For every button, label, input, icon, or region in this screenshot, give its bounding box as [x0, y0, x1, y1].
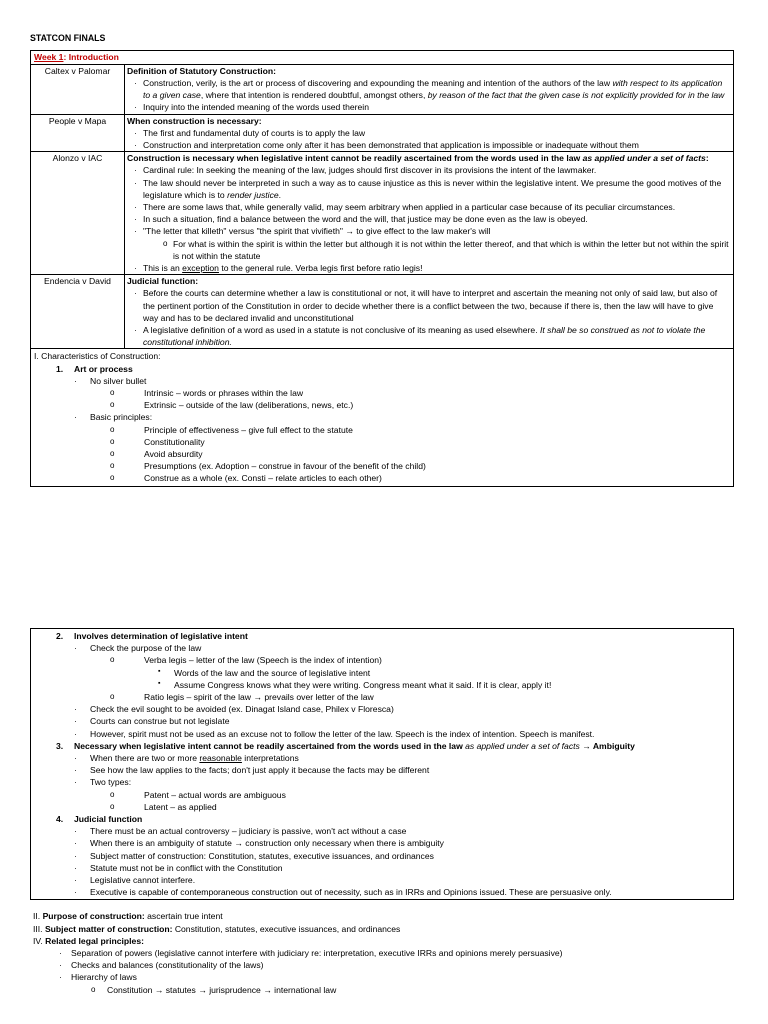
list-item: ▪ Words of the law and the source of legislative intent [34, 667, 730, 679]
related-principles-line: IV. Related legal principles: [33, 935, 144, 946]
list-item: · When there is an ambiguity of statute → construction only necessary when there is ambiguity [34, 837, 730, 849]
list-item: · This is an exception to the general rule. Verba legis first before ratio legis! [127, 262, 731, 274]
list-item: · Construction and interpretation come only after it has been demonstrated that application is impossible or inadequate without them [127, 139, 731, 151]
characteristics-continued: 2. Involves determination of legislative intent · Check the purpose of the law o Verba legis – letter of the law (Speech is the index of intention) ▪ Words of the law and the source of legislative intent ▪ Assume Congress knows what they were writing. Congress meant what it said. If it is clear, apply it! o Ratio legis – spirit of the law → prevails over letter of the law · Check the evil sought to be avoided (ex. Dinagat Island case, Philex v Floresca) · Courts can construe but not legislate · However, spirit must not be used as an excuse not to follow the letter of the law. Speech is the index of intention. Speech is manifest. 3. Necessary when legislative intent cannot be readily ascertained from the words used in the law as applied under a set of facts → Ambiguity · When there are two or more reasonable interpretations · See how the law applies to the facts; don't just apply it because the facts may be different · Two types: o Patent – actual words are ambiguous o Latent – as applied 4. Judicial function · There must be an actual controversy – judiciary is passive, won't act without a case · When there is an ambiguity of statute → construction only necessary when there is ambiguity · Subject matter of construction: Constitution, statutes, executive issuances, and ordinances · Statute must not be in conflict with the Constitution · Legislative cannot interfere. · Executive is capable of contemporaneous construction out of necessity, such as in IRRs and Opinions issued. These are persuasive only. [30, 628, 734, 900]
sections-2-4 [30, 910, 734, 995]
list-item: · See how the law applies to the facts; don't just apply it because the facts may be different [34, 764, 730, 776]
list-item: · Two types: o Patent – actual words are ambiguous o Latent – as applied [34, 776, 730, 813]
list-item: · Check the evil sought to be avoided (ex. Dinagat Island case, Philex v Floresca) [34, 703, 730, 715]
list-item: o Verba legis – letter of the law (Speech is the index of intention) ▪ Words of the law and the source of legislative intent ▪ Assume Congress knows what they were writing. Congress meant what it said. If it is clear, apply it! [34, 654, 730, 691]
list-item: ▪ Assume Congress knows what they were writing. Congress meant what it said. If it is clear, apply it! [34, 679, 730, 691]
list-item: · Statute must not be in conflict with the Constitution [34, 862, 730, 874]
section-title: I. Characteristics of Construction: [34, 351, 161, 362]
case-name: Alonzo v IAC [31, 152, 125, 275]
subject-matter-line: III. Subject matter of construction: Constitution, statutes, executive issuances, and ordinances [33, 923, 401, 934]
list-item: · The first and fundamental duty of courts is to apply the law [127, 127, 731, 139]
week-heading: Week 1: Introduction [30, 50, 734, 63]
list-item: · The law should never be interpreted in such a way as to cause injustice as this is never within the legislative intent. We presume the good motives of the legislature which is to render justice. [127, 177, 731, 201]
table-row [31, 64, 734, 114]
page-2 [30, 628, 734, 996]
document-title: STATCON FINALS [30, 33, 106, 43]
list-item: o Principle of effectiveness – give full effect to the statute [34, 424, 730, 436]
list-item: · Check the purpose of the law o Verba legis – letter of the law (Speech is the index of intention) ▪ Words of the law and the source of legislative intent ▪ Assume Congress knows what they were writing. Congress meant what it said. If it is clear, apply it! o Ratio legis – spirit of the law → prevails over letter of the law [34, 642, 730, 703]
table-row [31, 152, 734, 275]
case-name: Caltex v Palomar [31, 64, 125, 114]
purpose-line: II. Purpose of construction: ascertain true intent [33, 911, 223, 922]
case-notes: When construction is necessary: · The first and fundamental duty of courts is to apply the law · Construction and interpretation come only after it has been demonstrated that application is impossible or inadequate without them [125, 114, 734, 152]
list-item: · Executive is capable of contemporaneous construction out of necessity, such as in IRRs and Opinions issued. These are persuasive only. [34, 886, 730, 898]
list-item: · Construction, verily, is the art or process of discovering and expounding the meaning and intention of the authors of the law with respect to its application to a given case, where that intention is rendered doubtful, amongst others, by reason of the fact that the given case is not explicitly provided for in the law [127, 77, 731, 101]
cases-table [30, 64, 734, 350]
list-item: · Basic principles: o Principle of effectiveness – give full effect to the statute o Constitutionality o Avoid absurdity o Presumptions (ex. Adoption – construe in favour of the benefit of the child) o Construe as a whole (ex. Consti – relate articles to each other) [34, 411, 730, 484]
list-item: · When there are two or more reasonable interpretations [34, 752, 730, 764]
case-name: People v Mapa [31, 114, 125, 152]
list-item: o Presumptions (ex. Adoption – construe in favour of the benefit of the child) [34, 460, 730, 472]
list-item: · Legislative cannot interfere. [34, 874, 730, 886]
case-notes: Judicial function: · Before the courts can determine whether a law is constitutional or not, it will have to interpret and ascertain the meaning not only of said law, but also of the pertinent portion of the Constitution in order to decide whether there is a conflict between the two, because if there is, then the law will have to give way and has to be declared invalid and unconstitutional · A legislative definition of a word as used in a statute is not conclusive of its meaning as used elsewhere. It shall be so construed as not to violate the constitutional inhibition. [125, 275, 734, 349]
list-item: o Construe as a whole (ex. Consti – relate articles to each other) [34, 472, 730, 484]
list-item: o Latent – as applied [34, 801, 730, 813]
list-item: o Constitution → statutes → jurisprudence → international law [33, 984, 731, 996]
list-item: · Separation of powers (legislative cannot interfere with judiciary re: interpretation, executive IRRs and opinions merely persuasive) [33, 947, 731, 959]
list-item: · However, spirit must not be used as an excuse not to follow the letter of the law. Speech is the index of intention. Speech is manifest. [34, 728, 730, 740]
page-1 [30, 32, 734, 487]
case-name: Endencia v David [31, 275, 125, 349]
list-item: · Before the courts can determine whether a law is constitutional or not, it will have to interpret and ascertain the meaning not only of said law, but also of the pertinent portion of the Constitution in order to decide whether there is a conflict between the two, because if there is, then the law will have to give way and has to be declared invalid and unconstitutional [127, 287, 731, 324]
list-item: · There must be an actual controversy – judiciary is passive, won't act without a case [34, 825, 730, 837]
list-item: o Extrinsic – outside of the law (deliberations, news, etc.) [34, 399, 730, 411]
list-item: o Intrinsic – words or phrases within the law [34, 387, 730, 399]
list-item: · Courts can construe but not legislate [34, 715, 730, 727]
list-item: · A legislative definition of a word as used in a statute is not conclusive of its meaning as used elsewhere. It shall be so construed as not to violate the constitutional inhibition. [127, 324, 731, 348]
list-item: o For what is within the spirit is within the letter but although it is not within the letter thereof, and that which is within the letter but not within the spirit is not within the statute [143, 238, 731, 262]
list-item: · Inquiry into the intended meaning of the words used therein [127, 101, 731, 113]
list-item: · In such a situation, find a balance between the word and the will, that justice may be done even as the law is obeyed. [127, 213, 731, 225]
list-item: · Hierarchy of laws o Constitution → statutes → jurisprudence → international law [33, 971, 731, 995]
list-item: o Constitutionality [34, 436, 730, 448]
table-row [31, 275, 734, 349]
case-notes: Construction is necessary when legislative intent cannot be readily ascertained from the words used in the law as applied under a set of facts: · Cardinal rule: In seeking the meaning of the law, judges should first discover in its provisions the intent of the lawmaker. · The law should never be interpreted in such a way as to cause injustice as this is never within the legislative intent. We presume the good motives of the legislature which is to render justice. · There are some laws that, while generally valid, may seem arbitrary when applied in a particular case because of its peculiar circumstances. · In such a situation, find a balance between the word and the will, that justice may be done even as the law is obeyed. · "The letter that killeth" versus "the spirit that vivifieth" → to give effect to the law maker's will o For what is within the spirit is within the letter but although it is not within the letter thereof, and that which is within the letter but not within the spirit is not within the statute · This is an exception to the general rule. Verba legis first before ratio legis! [125, 152, 734, 275]
case-notes: Definition of Statutory Construction: · Construction, verily, is the art or process of discovering and expounding the meaning and intention of the authors of the law with respect to its application to a given case, where that intention is rendered doubtful, amongst others, by reason of the fact that the given case is not explicitly provided for in the law · Inquiry into the intended meaning of the words used therein [125, 64, 734, 114]
list-item: · Cardinal rule: In seeking the meaning of the law, judges should first discover in its provisions the intent of the lawmaker. [127, 164, 731, 176]
list-item: · There are some laws that, while generally valid, may seem arbitrary when applied in a particular case because of its peculiar circumstances. [127, 201, 731, 213]
list-item: · No silver bullet o Intrinsic – words or phrases within the law o Extrinsic – outside of the law (deliberations, news, etc.) [34, 375, 730, 412]
characteristics-section: I. Characteristics of Construction: 1. Art or process · No silver bullet o Intrinsic – words or phrases within the law o Extrinsic – outside of the law (deliberations, news, etc.) · Basic principles: o Principle of effectiveness – give full effect to the statute o Constitutionality o Avoid absurdity o Presumptions (ex. Adoption – construe in favour of the benefit of the child) o Construe as a whole (ex. Consti – relate articles to each other) [30, 349, 734, 486]
list-item: o Avoid absurdity [34, 448, 730, 460]
list-item: · "The letter that killeth" versus "the spirit that vivifieth" → to give effect to the law maker's will o For what is within the spirit is within the letter but although it is not within the letter thereof, and that which is within the letter but not within the spirit is not within the statute [127, 225, 731, 262]
list-item: · Checks and balances (constitutionality of the laws) [33, 959, 731, 971]
table-row [31, 114, 734, 152]
list-item: o Ratio legis – spirit of the law → prevails over letter of the law [34, 691, 730, 703]
list-item: · Subject matter of construction: Constitution, statutes, executive issuances, and ordinances [34, 850, 730, 862]
list-item: o Patent – actual words are ambiguous [34, 789, 730, 801]
